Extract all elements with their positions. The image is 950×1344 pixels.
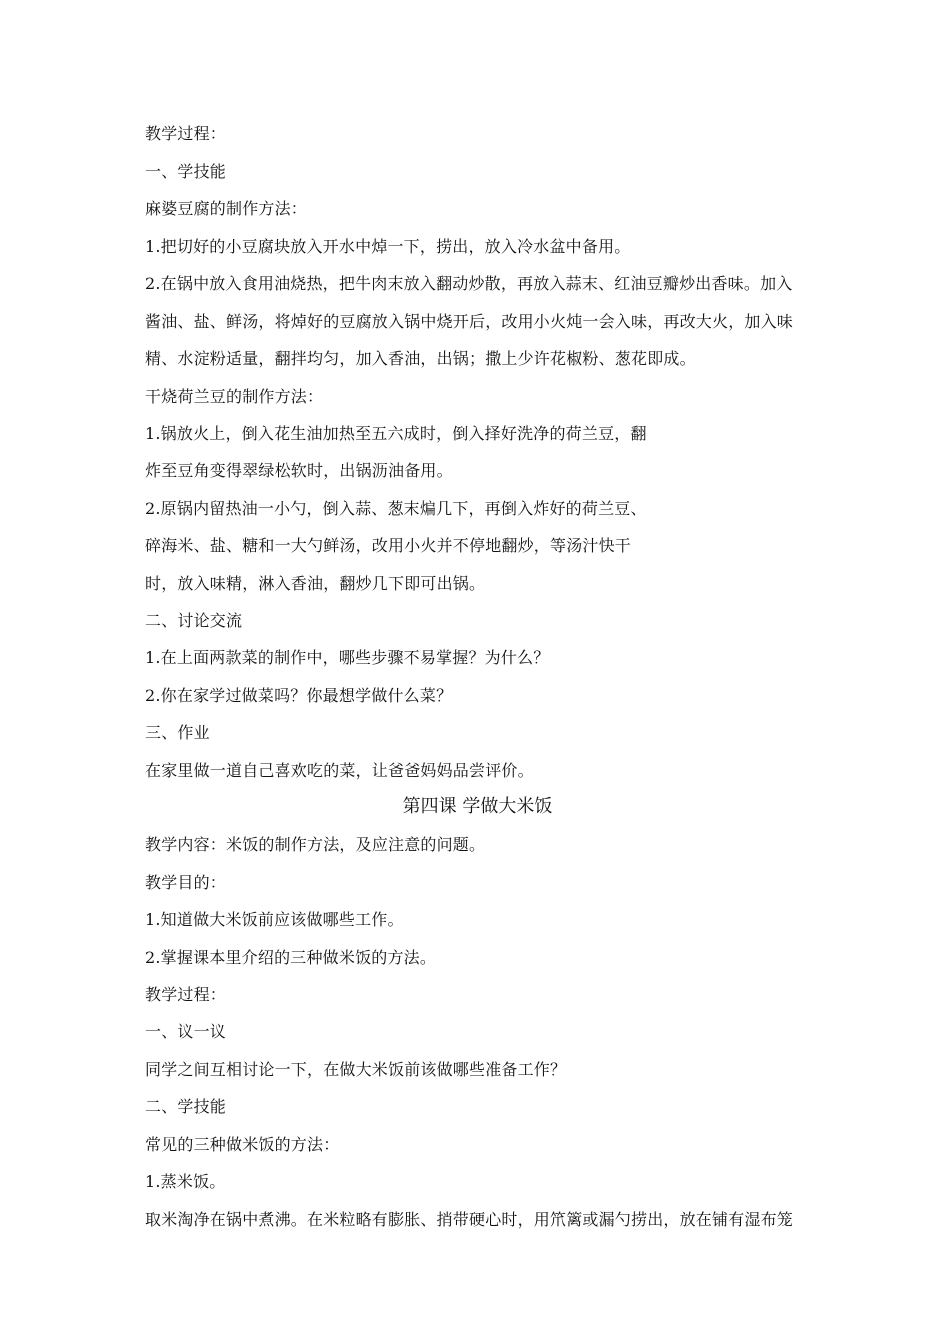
text-line: 常见的三种做米饭的方法： (145, 1135, 340, 1154)
text-line: 教学过程： (145, 124, 227, 143)
text-line: 1.锅放火上，倒入花生油加热至五六成时，倒入择好洗净的荷兰豆，翻 (145, 424, 647, 443)
text-line: 同学之间互相讨论一下，在做大米饭前该做哪些准备工作？ (145, 1060, 567, 1079)
text-line: 2.掌握课本里介绍的三种做米饭的方法。 (145, 948, 437, 967)
section-heading: 一、议一议 (145, 1022, 227, 1041)
text-line: 在家里做一道自己喜欢吃的菜，让爸爸妈妈品尝评价。 (145, 761, 534, 780)
section-heading: 一、学技能 (145, 162, 227, 181)
text-line: 麻婆豆腐的制作方法： (145, 199, 308, 218)
text-line: 1.知道做大米饭前应该做哪些工作。 (145, 910, 404, 929)
text-line: 2.在锅中放入食用油烧热，把牛肉末放入翻动炒散，再放入蒜末、红油豆瓣炒出香味。加入 (145, 274, 793, 293)
text-line: 2.原锅内留热油一小勺，倒入蒜、葱末煸几下，再倒入炸好的荷兰豆、 (145, 499, 647, 518)
lesson-title: 第四课 学做大米饭 (402, 796, 553, 817)
text-line: 1.把切好的小豆腐块放入开水中焯一下，捞出，放入冷水盆中备用。 (145, 237, 631, 256)
text-line: 干烧荷兰豆的制作方法： (145, 387, 324, 406)
text-line: 酱油、盐、鲜汤，将焯好的豆腐放入锅中烧开后，改用小火炖一会入味，再改大火，加入味 (145, 312, 794, 331)
text-line: 1.蒸米饭。 (145, 1172, 226, 1191)
text-line: 时，放入味精，淋入香油，翻炒几下即可出锅。 (145, 574, 486, 593)
text-line: 取米淘净在锅中煮沸。在米粒略有膨胀、捎带硬心时，用笊篱或漏勺捞出，放在铺有湿布笼 (145, 1210, 794, 1229)
text-line: 1.在上面两款菜的制作中，哪些步骤不易掌握？为什么？ (145, 648, 550, 667)
text-line: 2.你在家学过做菜吗？你最想学做什么菜？ (145, 686, 453, 705)
section-heading: 三、作业 (145, 723, 210, 742)
section-heading: 二、讨论交流 (145, 611, 243, 630)
section-heading: 二、学技能 (145, 1097, 227, 1116)
text-line: 精、水淀粉适量，翻拌均匀，加入香油，出锅；撒上少许花椒粉、葱花即成。 (145, 349, 696, 368)
text-line: 教学内容：米饭的制作方法，及应注意的问题。 (145, 835, 486, 854)
text-line: 炸至豆角变得翠绿松软时，出锅沥油备用。 (145, 461, 453, 480)
text-line: 碎海米、盐、糖和一大勺鲜汤，改用小火并不停地翻炒，等汤汁快干 (145, 536, 632, 555)
text-line: 教学过程： (145, 985, 227, 1004)
text-line: 教学目的： (145, 873, 227, 892)
